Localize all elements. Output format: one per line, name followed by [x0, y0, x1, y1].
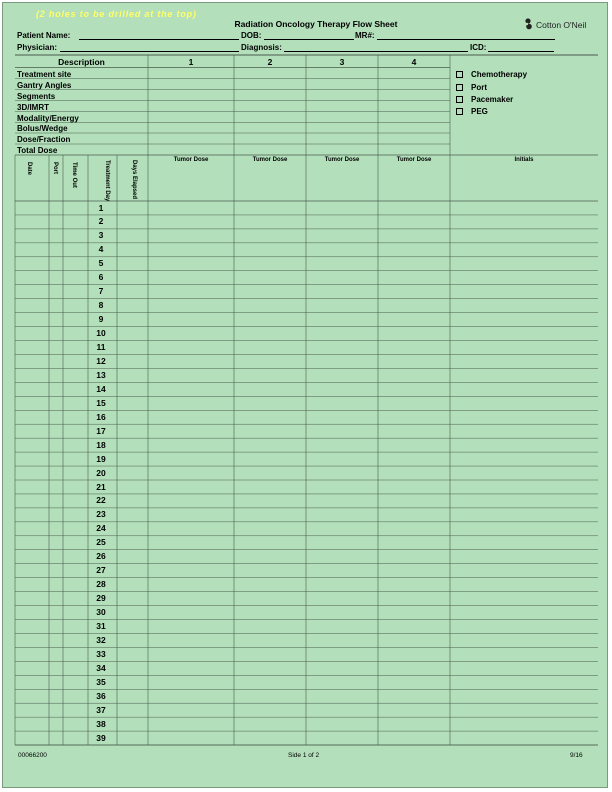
icd-label: ICD:	[470, 43, 487, 52]
treatment-day-number: 32	[96, 634, 106, 645]
field-column-4: 4	[411, 57, 417, 67]
tumor-dose-header-1: Tumor Dose	[173, 157, 209, 163]
treatment-day-number: 9	[98, 314, 104, 325]
treatment-day-header: Treatment Day	[104, 160, 110, 202]
row-label-gantry-angles: Gantry Angles	[17, 81, 72, 90]
description-header: Description	[58, 57, 105, 67]
treatment-day-number: 35	[96, 676, 106, 687]
treatment-day-number: 20	[96, 467, 106, 478]
treatment-day-number: 19	[96, 453, 106, 464]
row-label-treatment-site: Treatment site	[17, 70, 72, 79]
row-label-dose-fraction: Dose/Fraction	[17, 135, 71, 144]
treatment-day-number: 10	[96, 328, 106, 339]
checkbox-label: Chemotherapy	[471, 70, 528, 79]
treatment-day-number: 38	[96, 718, 106, 729]
treatment-day-number: 12	[96, 355, 106, 366]
treatment-day-number: 36	[96, 690, 106, 701]
checkbox-square-icon[interactable]	[456, 96, 463, 103]
treatment-day-number: 27	[96, 565, 106, 576]
time-out-header: Time Out	[71, 162, 77, 188]
treatment-day-number: 4	[98, 244, 104, 255]
treatment-day-number: 39	[96, 732, 106, 743]
treatment-day-number: 15	[96, 397, 106, 408]
treatment-day-number: 29	[96, 593, 106, 604]
page-indicator: Side 1 of 2	[288, 752, 320, 759]
treatment-day-number: 28	[96, 579, 106, 590]
treatment-day-number: 2	[98, 216, 104, 227]
field-column-2: 2	[267, 57, 273, 67]
checkbox-label: Pacemaker	[471, 95, 514, 104]
logo-text: Cotton O'Neil	[536, 20, 587, 30]
form-number: 00066200	[18, 752, 47, 759]
treatment-day-number: 5	[98, 258, 104, 269]
days-elapsed-header: Days Elapsed	[131, 160, 137, 200]
diagnosis-label: Diagnosis:	[241, 43, 282, 52]
treatment-day-number: 13	[96, 369, 106, 380]
checkbox-square-icon[interactable]	[456, 84, 463, 91]
treatment-day-number: 34	[96, 662, 106, 673]
treatment-day-number: 30	[96, 607, 106, 618]
treatment-day-number: 11	[96, 342, 106, 352]
treatment-day-number: 37	[96, 704, 106, 715]
row-label-segments: Segments	[17, 92, 56, 101]
treatment-day-number: 14	[96, 383, 106, 394]
treatment-day-number: 31	[96, 621, 106, 631]
checkbox-label: Port	[471, 83, 487, 92]
row-label-modality-energy: Modality/Energy	[17, 114, 79, 123]
drill-note: (2 holes to be drilled at the top)	[36, 9, 197, 19]
patient-name-label: Patient Name:	[17, 31, 71, 40]
mr-label: MR#:	[355, 31, 375, 40]
treatment-day-number: 26	[96, 551, 106, 562]
row-label-bolus-wedge: Bolus/Wedge	[17, 124, 68, 133]
treatment-day-number: 23	[96, 509, 106, 520]
row-label-3d-imrt: 3D/IMRT	[17, 103, 49, 112]
physician-label: Physician:	[17, 43, 58, 52]
initials-header: Initials	[514, 157, 534, 163]
treatment-day-number: 24	[96, 523, 106, 534]
field-column-3: 3	[339, 57, 345, 67]
checkbox-pacemaker[interactable]	[456, 95, 513, 104]
tumor-dose-header-3: Tumor Dose	[324, 157, 360, 163]
treatment-day-number: 1	[98, 202, 104, 213]
port-header: Port	[52, 162, 58, 174]
checkbox-label: PEG	[471, 107, 488, 116]
treatment-day-number: 17	[96, 425, 106, 436]
revision-date: 9/16	[570, 752, 583, 759]
tumor-dose-header-2: Tumor Dose	[252, 157, 288, 163]
treatment-day-number: 25	[96, 537, 106, 548]
treatment-day-number: 33	[96, 648, 106, 659]
treatment-day-number: 18	[96, 439, 106, 450]
checkbox-peg[interactable]	[456, 107, 488, 116]
treatment-day-number: 21	[96, 481, 106, 492]
checkbox-chemotherapy[interactable]	[456, 70, 527, 79]
tumor-dose-header-4: Tumor Dose	[396, 157, 432, 163]
dob-label: DOB:	[241, 31, 262, 40]
treatment-day-number: 8	[98, 300, 104, 311]
form-title: Radiation Oncology Therapy Flow Sheet	[234, 19, 398, 29]
treatment-day-number: 16	[96, 411, 106, 422]
treatment-day-number: 7	[98, 286, 104, 297]
treatment-day-number: 3	[98, 230, 104, 241]
checkbox-square-icon[interactable]	[456, 71, 463, 78]
treatment-day-number: 6	[98, 272, 104, 283]
row-label-total-dose: Total Dose	[17, 146, 58, 155]
date-header: Date	[26, 162, 32, 176]
checkbox-square-icon[interactable]	[456, 108, 463, 115]
treatment-day-number: 22	[96, 495, 106, 506]
field-column-1: 1	[188, 57, 194, 67]
checkbox-port[interactable]	[456, 83, 487, 92]
